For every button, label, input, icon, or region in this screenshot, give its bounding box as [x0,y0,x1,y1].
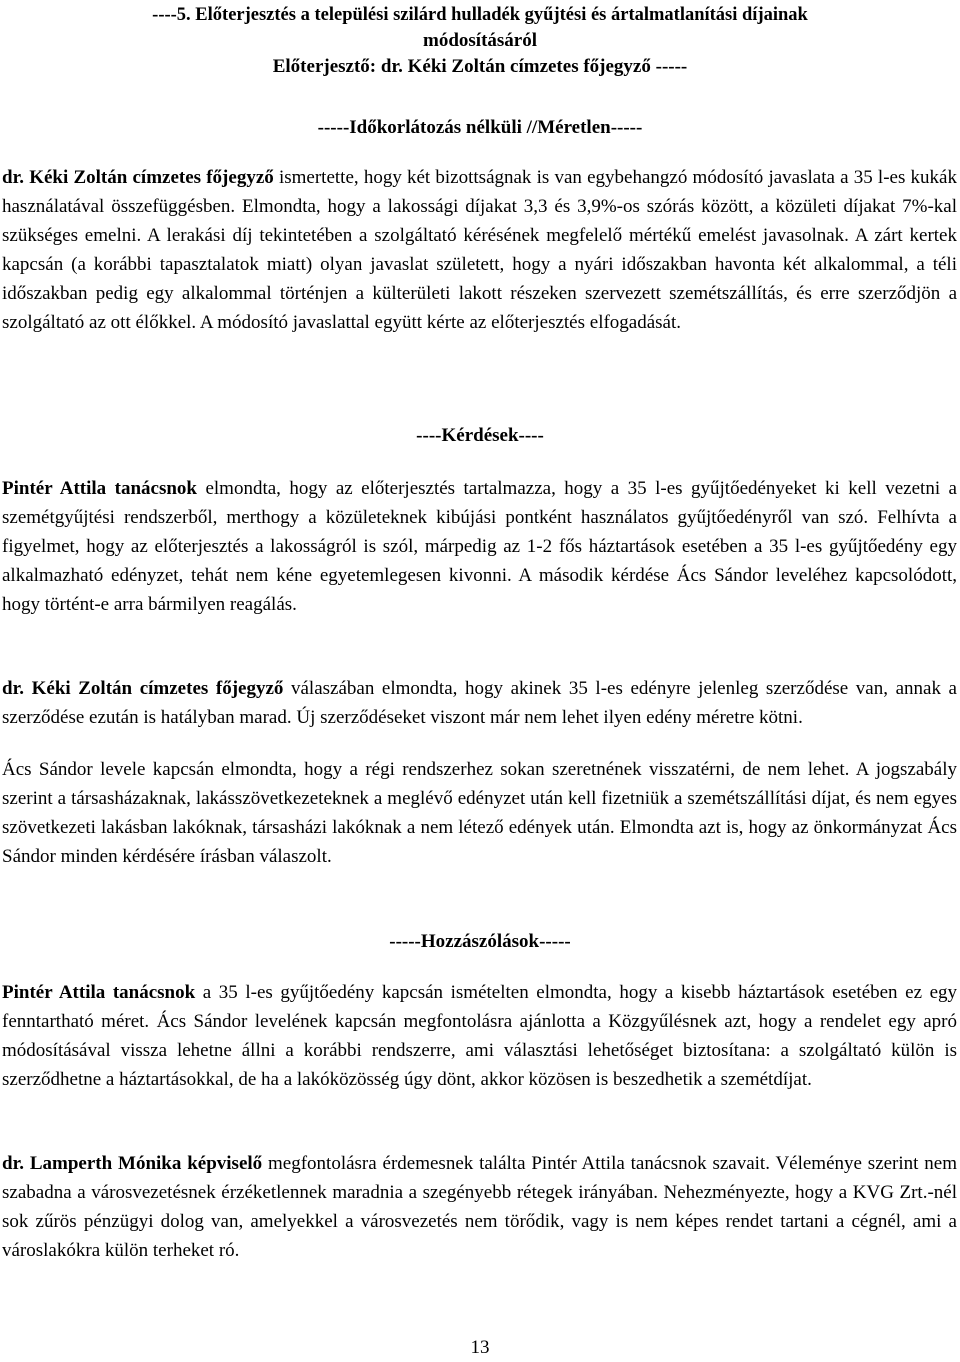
speaker-name: Pintér Attila tanácsnok [2,478,197,499]
questions-heading: ----Kérdések---- [416,425,544,446]
answer-paragraph [2,674,957,732]
agenda-item-heading [0,2,960,80]
intro-paragraph [2,163,957,337]
speaker-name: dr. Lamperth Mónika képviselő [2,1153,263,1174]
heading-line-presenter: Előterjesztő: dr. Kéki Zoltán címzetes főjegyző ----- [272,56,688,77]
paragraph-text: válaszában elmondta, hogy akinek 35 l-es edényre jelenleg szerződése van, annak a szerződése ezután is hatályban marad. Új szerződéseket viszont már nem lehet ilyen edény méretre kötni. [2,678,957,728]
heading-line-2: módosításáról [423,30,537,51]
comment-paragraph-2 [2,1149,957,1265]
page-number: 13 [470,1337,490,1358]
speaker-name: dr. Kéki Zoltán címzetes főjegyző [2,167,274,188]
question-paragraph [2,474,957,619]
comments-heading: -----Hozzászólások----- [389,931,571,952]
paragraph-text: elmondta, hogy az előterjesztés tartalmazza, hogy a 35 l-es gyűjtőedényeket ki kell vezetni a szemétgyűjtési rendszerből, merthogy a közületeknek kibújási pontként használatos gyűjtőedényről van szó. Felhívta a figyelmet, hogy az előterjesztés a lakosságról is szól, márpedig az 1-2 fős háztartások esetében a 35 l-es gyűjtőedény egy alkalmazható edényzet, tehát nem kéne egyetemlegesen kivonni. A második kérdése Ács Sándor leveléhez kapcsolódott, hogy történt-e arra bármilyen reagálás. [2,478,957,615]
answer-continuation-paragraph [2,755,957,871]
paragraph-text: ismertette, hogy két bizottságnak is van egybehangzó módosító javaslata a 35 l-es kukák használatával összefüggésben. Elmondta, hogy a lakossági díjakat 3,3 és 3,9%-os szórás között, a közületi díjakat 7%-kal szükséges emelni. A lerakási díj tekintetében a szolgáltató kérésének megfelelő mértékű emelést javasolnak. A zárt kertek kapcsán (a korábbi tapasztalatok miatt) olyan javaslat született, hogy a nyári időszakban havonta két alkalommal, a téli időszakban pedig egy alkalommal történjen a külterületi lakott részeken szervezett szemétszállítás, és erre szerződjön a szolgáltató az ott élőkkel. A módosító javaslattal együtt kérte az előterjesztés elfogadását. [2,167,957,333]
speaker-name: dr. Kéki Zoltán címzetes főjegyző [2,678,284,699]
comment-paragraph-1 [2,978,957,1094]
paragraph-text: Ács Sándor levele kapcsán elmondta, hogy a régi rendszerhez sokan szeretnének visszatérni, de nem lehet. A jogszabály szerint a társasházaknak, lakásszövetkezeteknek a meglévő edényzet után kell fizetniük a szemétszállítási díjat, és nem egyes szövetkezeti lakásban lakóknak, társasházi lakóknak a nem létező edények után. Elmondta azt is, hogy az önkormányzat Ács Sándor minden kérdésére írásban válaszolt. [2,759,957,867]
paragraph-text: megfontolásra érdemesnek találta Pintér Attila tanácsnok szavait. Véleménye szerint nem szabadna a városvezetésnek érzéketlennek maradnia a szegényebb rétegek irányában. Nehezményezte, hogy a KVG Zrt.-nél sok zűrös pénzügyi dolog van, amelyekkel a városvezetés nem törődik, vagy is nem képes rendet tartani a cégnél, ami a városlakókra külön terheket ró. [2,1153,957,1261]
time-limit-note: -----Időkorlátozás nélküli //Méretlen----- [317,117,643,138]
heading-line-1: ----5. Előterjesztés a települési szilárd hulladék gyűjtési és ártalmatlanítási díjainak [152,5,808,25]
speaker-name: Pintér Attila tanácsnok [2,982,196,1003]
paragraph-text: a 35 l-es gyűjtőedény kapcsán ismételten elmondta, hogy a kisebb háztartások esetében ez egy fenntartható méret. Ács Sándor levelének kapcsán megfontolásra ajánlotta a Közgyűlésnek azt, hogy a rendelet egy apró módosításával vissza lehetne állni a korábbi rendszerre, ami választási lehetőséget biztosítana: a szolgáltató külön is szerződhetne a háztartásokkal, de ha a lakóközösség úgy dönt, akkor közösen is beszedhetik a szemétdíjat. [2,982,958,1090]
